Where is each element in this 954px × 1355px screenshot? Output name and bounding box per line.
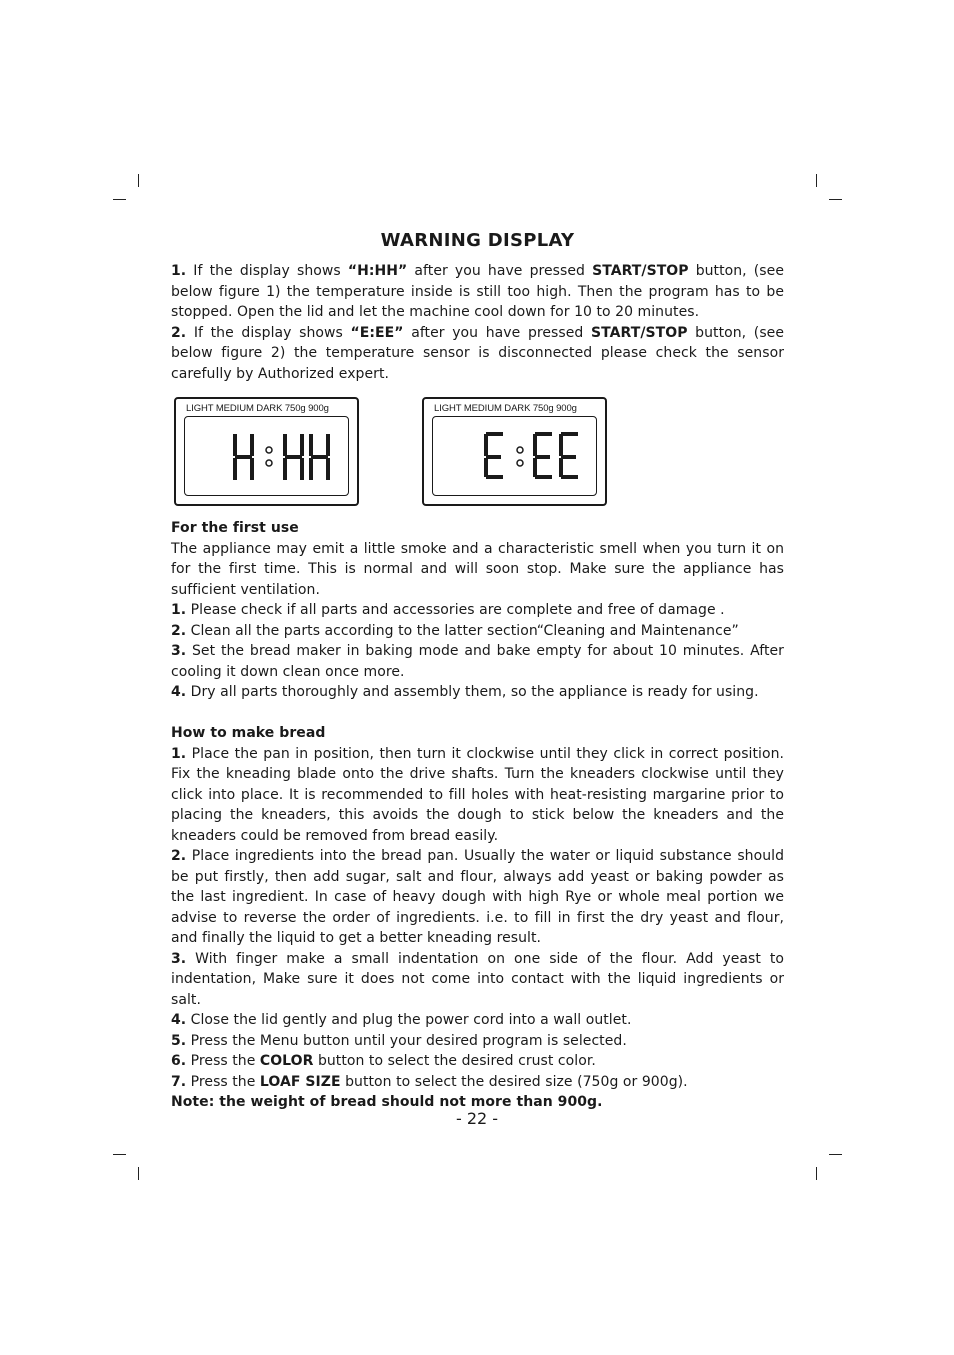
button-name: START/STOP [592,263,689,279]
step-text: Dry all parts thoroughly and assembly them, so the appliance is ready for using. [186,684,759,700]
step-text: Place ingredients into the bread pan. Usually the water or liquid substance should be put firstly, then add sugar, salt and flour, always add yeast or baking powder as the last ingredient. In case of heavy dough with high Rye or whole meal portion we advise to reverse the order of ingredients. i.e. to fill in first the dry yeast and flour, and finally the liquid to get a better kneading result. [171,848,784,946]
page-title: WARNING DISPLAY [380,230,575,251]
lcd-labels: LIGHT MEDIUM DARK 750g 900g [434,403,577,414]
lcd-display-figure-1 [174,397,359,506]
button-name: LOAF SIZE [259,1073,341,1090]
step-text: button to select the desired crust color. [313,1053,596,1069]
error-code: “H:HH” [347,263,408,279]
crop-mark [113,1154,126,1155]
step-number: 4. [171,684,187,700]
make-bread-step [171,1010,784,1031]
step-number: 3. [171,643,187,659]
segment-readout-eeee [433,417,595,494]
lcd-labels: LIGHT MEDIUM DARK 750g 900g [186,403,329,414]
step-number: 3. [171,950,187,967]
display-figures [171,384,784,518]
step-text: Clean all the parts according to the latter section“Cleaning and Maintenance” [186,622,739,639]
lcd-screen [432,416,597,496]
step-number: 4. [171,1012,187,1028]
first-use-step [171,682,784,703]
step-number: 7. [171,1073,187,1090]
lcd-display-figure-2 [422,397,607,506]
crop-mark [829,199,842,200]
step-number: 5. [171,1032,187,1049]
step-text: button to select the desired size (750g or 900g). [340,1073,688,1090]
item-text: after you have pressed [403,324,592,341]
crop-mark [138,174,139,187]
item-text: If the display shows [186,324,351,341]
step-number: 1. [171,602,187,618]
step-number: 2. [171,622,187,639]
make-bread-step [171,1072,784,1093]
step-number: 1. [171,745,187,762]
first-use-intro: The appliance may emit a little smoke and a characteristic smell when you turn it on for the first time. This is normal and will soon stop. Make sure the appliance has sufficient ventilation. [171,540,784,598]
step-text: Press the Menu button until your desired program is selected. [186,1032,627,1049]
warning-item-2 [171,323,784,385]
item-text: button, (see below figure 2) the temperature sensor is disconnected please check the sensor carefully by Authorized expert. [171,324,784,382]
spacer [171,703,784,724]
step-number: 2. [171,848,187,864]
first-use-step [171,600,784,621]
weight-note: Note: the weight of bread should not more than 900g. [171,1094,603,1110]
item-number: 2. [171,324,187,341]
item-text: If the display shows [186,263,348,279]
crop-mark [829,1154,842,1155]
first-use-heading: For the first use [171,520,299,536]
item-number: 1. [171,263,187,279]
step-text: Press the [186,1073,260,1090]
page-number: - 22 - [455,1109,499,1128]
step-text: Set the bread maker in baking mode and bake empty for about 10 minutes. After cooling it down clean once more. [171,643,784,680]
make-bread-step [171,1051,784,1072]
button-name: START/STOP [591,324,688,341]
segment-readout-hhhh [185,417,347,494]
step-text: Close the lid gently and plug the power cord into a wall outlet. [186,1012,632,1028]
crop-mark [816,1167,817,1180]
first-use-step [171,621,784,642]
first-use-step [171,641,784,682]
make-bread-step [171,744,784,847]
warning-item-1 [171,261,784,323]
lcd-screen [184,416,349,496]
make-bread-step [171,846,784,949]
step-text: Place the pan in position, then turn it clockwise until they click in correct position. Fix the kneading blade onto the drive shafts. Turn the kneaders clockwise until they click into place. It is recommended to fill holes with heat-resisting margarine prior to placing the kneaders, this avoids the dough to stick below the kneaders and the kneaders could be removed from bread easily. [171,745,784,844]
crop-mark [816,174,817,187]
step-text: Please check if all parts and accessories are complete and free of damage . [186,602,725,618]
page-content [171,228,784,1113]
crop-mark [113,199,126,200]
step-number: 6. [171,1053,187,1069]
step-text: With finger make a small indentation on one side of the flour. Add yeast to indentation, Make sure it does not come into contact with the liquid ingredients or salt. [171,950,784,1008]
crop-mark [138,1167,139,1180]
step-text: Press the [186,1053,260,1069]
make-bread-step [171,949,784,1011]
item-text: after you have pressed [407,263,593,279]
button-name: COLOR [259,1053,314,1069]
item-text: button, (see below figure 1) the temperature inside is still too high. Then the program has to be stopped. Open the lid and let the machine cool down for 10 to 20 minutes. [171,263,784,320]
error-code: “E:EE” [350,324,404,341]
make-bread-step [171,1031,784,1052]
make-bread-heading: How to make bread [171,725,326,741]
